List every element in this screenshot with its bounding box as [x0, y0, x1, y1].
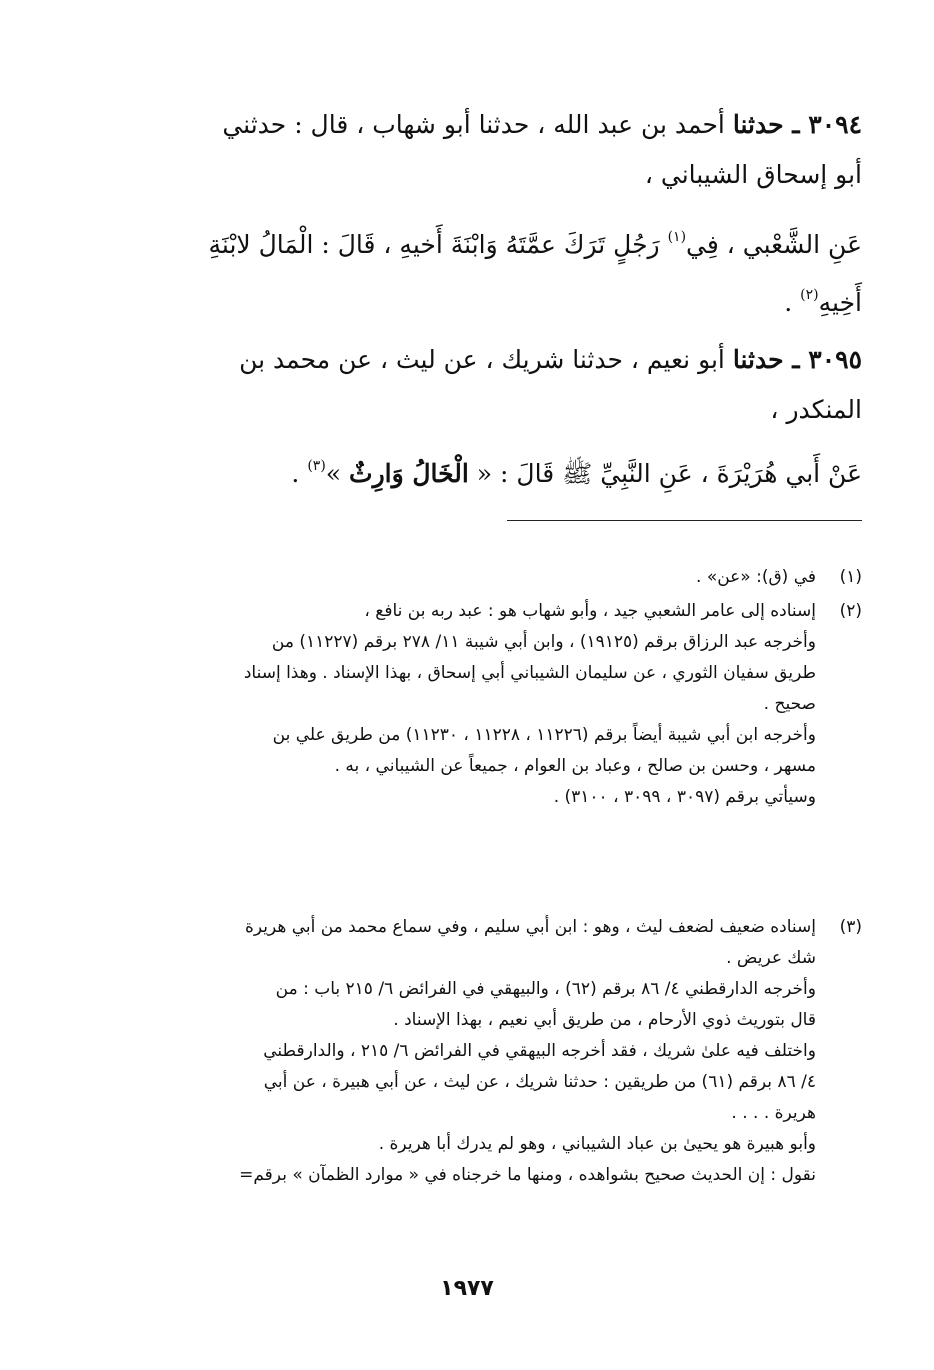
hadith-3095-matn-bold: الْخَالُ وَارِثٌ — [349, 459, 469, 488]
footnote-line: وأخرجه عبد الرزاق برقم (١٩١٢٥) ، وابن أبي شيبة ١١/ ٢٧٨ برقم (١١٢٢٧) من — [271, 632, 816, 652]
footnote-divider — [507, 520, 862, 521]
footnote-ref-1: (١) — [667, 229, 687, 245]
footnote-line: إسناده ضعيف لضعف ليث ، وهو : ابن أبي سليم ، وفي سماع محمد من أبي هريرة — [244, 917, 816, 937]
hadith-3094-isnad-1: أحمد بن عبد الله ، حدثنا أبو شهاب ، قال : حدثني — [222, 110, 725, 139]
hadith-3094 — [72, 100, 862, 328]
footnote-line: وسيأتي برقم (٣٠٩٧ ، ٣٠٩٩ ، ٣١٠٠) . — [553, 787, 816, 807]
hadith-3094-matn-line-1 — [72, 212, 862, 270]
footnote-line: وأخرجه ابن أبي شيبة أيضاً برقم (١١٢٢٦ ، ١١٢٢٨ ، ١١٢٣٠) من طريق علي بن — [272, 725, 816, 745]
footnote-line: وأخرجه الدارقطني ٤/ ٨٦ برقم (٦٢) ، والبيهقي في الفرائض ٦/ ٢١٥ باب : من — [275, 979, 816, 999]
footnote-line: مسهر ، وحسن بن صالح ، وعباد بن العوام ، جميعاً عن الشيباني ، به . — [334, 756, 816, 776]
footnote-line: طريق سفيان الثوري ، عن سليمان الشيباني أبي إسحاق ، بهذا الإسناد . وهذا إسناد — [243, 663, 816, 683]
footnote-line: نقول : إن الحديث صحيح بشواهده ، ومنها ما خرجناه في « موارد الظمآن » برقم= — [239, 1165, 816, 1185]
hadith-3095-matn-a: عَنْ أَبي هُرَيْرَةَ ، عَنِ النَّبِيِّ ﷺ قَالَ : « — [476, 459, 862, 488]
hadith-3094-matn-1b: رَجُلٍ تَرَكَ عمَّتَهُ وَابْنَةَ أَخيهِ ، قَالَ : الْمَالُ لابْنَةِ — [208, 230, 660, 259]
footnote-2-number: (٢) — [839, 601, 862, 621]
footnote-ref-2: (٢) — [800, 287, 819, 303]
hadith-3094-isnad-line-1 — [72, 100, 862, 150]
footnote-1 — [72, 562, 862, 593]
hadith-3094-number: ٣٠٩٤ ـ حدثنا — [732, 110, 862, 139]
footnote-ref-3: (٣) — [307, 458, 326, 474]
hadith-3095-matn-c: . — [291, 459, 308, 488]
hadith-3095 — [72, 335, 862, 499]
hadith-3094-matn-line-2 — [72, 270, 862, 328]
footnote-line: في (ق): «عن» . — [696, 567, 816, 587]
hadith-3095-matn-line — [72, 441, 862, 499]
footnote-line: وأبو هبيرة هو يحيىٰ بن عباد الشيباني ، وهو لم يدرك أبا هريرة . — [378, 1134, 816, 1154]
footnote-3 — [72, 912, 862, 1191]
page-number: ١٩٧٧ — [440, 1276, 494, 1301]
hadith-3095-number: ٣٠٩٥ ـ حدثنا — [732, 345, 862, 374]
hadith-3095-isnad-1: أبو نعيم ، حدثنا شريك ، عن ليث ، عن محمد بن — [239, 345, 725, 374]
footnote-line: صحيح . — [763, 694, 816, 714]
footnote-line: ٤/ ٨٦ برقم (٦١) من طريقين : حدثنا شريك ، عن ليث ، عن أبي هبيرة ، عن أبي — [263, 1072, 816, 1092]
hadith-3095-isnad-line-1 — [72, 335, 862, 385]
footnote-2 — [72, 596, 862, 813]
hadith-3094-matn-2a: أَخِيهِ — [818, 288, 862, 317]
hadith-3095-matn-b: » — [325, 459, 342, 488]
footnote-1-number: (١) — [839, 567, 862, 587]
hadith-3094-isnad-line-2: أبو إسحاق الشيباني ، — [644, 160, 862, 189]
footnote-line: شك عريض . — [726, 948, 816, 968]
footnote-line: إسناده إلى عامر الشعبي جيد ، وأبو شهاب هو : عبد ربه بن نافع ، — [364, 601, 816, 621]
hadith-3094-matn-1a: عَنِ الشَّعْبي ، فِي — [686, 230, 862, 259]
footnote-3-body — [72, 912, 816, 1191]
hadith-3095-isnad-line-2: المنكدر ، — [770, 395, 862, 424]
footnote-line: واختلف فيه علىٰ شريك ، فقد أخرجه البيهقي في الفرائض ٦/ ٢١٥ ، والدارقطني — [263, 1041, 816, 1061]
footnote-1-body — [72, 562, 816, 593]
hadith-3094-matn-2b: . — [784, 288, 801, 317]
footnote-line: قال بتوريث ذوي الأرحام ، من طريق أبي نعيم ، بهذا الإسناد . — [393, 1010, 816, 1030]
footnote-3-number: (٣) — [839, 917, 862, 937]
footnote-2-body — [72, 596, 816, 813]
footnote-line: هريرة . . . . — [731, 1103, 816, 1123]
